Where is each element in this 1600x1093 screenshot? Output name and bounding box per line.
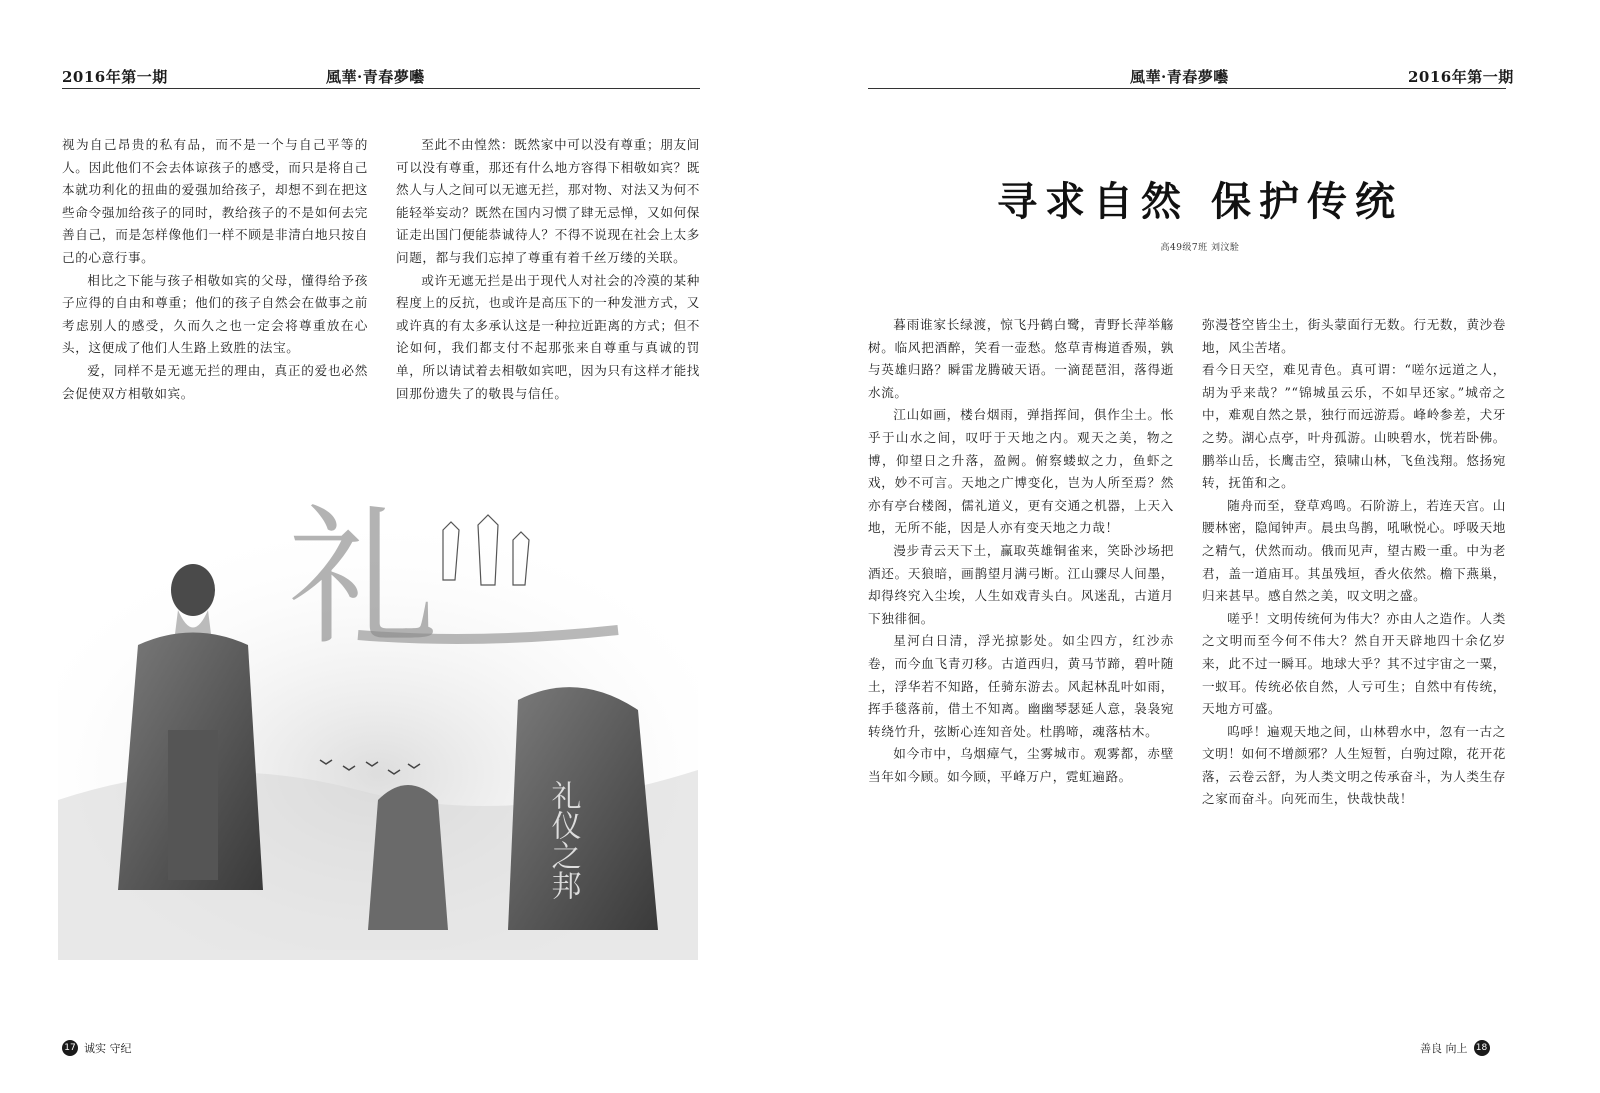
footer-motto: 善良 向上	[1420, 1042, 1468, 1055]
right-page	[860, 0, 1600, 1093]
article-author: 高49级7班 刘汶駩	[1160, 243, 1240, 253]
paragraph: 漫步青云天下土，赢取英雄铜雀来，笑卧沙场把酒还。天狼暗，画鹊望月满弓断。江山骤尽人间墨，却得终究入尘埃，人生如戏青头白。风迷乱，古道月下独徘徊。	[868, 542, 1174, 626]
paragraph: 看今日天空，难见青色。真可谓：“嗟尔远道之人，胡为乎来哉？”“锦城虽云乐，不如早还家。”城帝之中，难观自然之景，独行而远游焉。峰岭参差，犬牙之势。湖心点亭，叶舟孤游。山映碧水，恍若卧佛。鹏举山岳，长鹰击空，猿啸山林，飞鱼浅翔。悠扬宛转，抚笛和之。	[1202, 362, 1506, 491]
stone-inscription: 礼仪之邦	[545, 780, 581, 900]
left-header-issue: 2016年第一期	[62, 68, 168, 86]
left-page	[0, 0, 790, 1093]
paragraph: 随舟而至，登草鸡鸣。石阶游上，若连天宫。山腰林密，隐闻钟声。晨虫鸟鹊，吼啾悦心。呼吸天地之精气，伏然而动。俄而见声，望古殿一重。中为老君，盖一道庙耳。其虽残垣，香火依然。檐下燕巢，归来甚早。感自然之美，叹文明之盛。	[1202, 497, 1506, 604]
left-header-column: 風華·青春夢囈	[326, 68, 425, 86]
paragraph: 嗟乎！文明传统何为伟大？亦由人之造作。人类之文明而至今何不伟大？然自开天辟地四十余亿岁来，此不过一瞬耳。地球大乎？其不过宇宙之一粟，一蚁耳。传统必依自然，人亏可生；自然中有传统，天地方可盛。	[1202, 610, 1506, 717]
left-column-2	[396, 134, 700, 405]
left-header-rule	[62, 88, 700, 89]
right-footer	[1420, 1040, 1490, 1056]
article-title: 寻求自然 保护传统	[997, 178, 1403, 225]
paragraph: 至此不由惶然：既然家中可以没有尊重；朋友间可以没有尊重，那还有什么地方容得下相敬如宾？既然人与人之间可以无遮无拦，那对物、对法又为何不能轻举妄动？既然在国内习惯了肆无忌惮，又如何保证走出国门便能恭诚待人？不得不说现在社会上太多问题，都与我们忘掉了尊重有着千丝万缕的关联。	[396, 137, 700, 265]
right-header-column: 風華·青春夢囈	[1130, 68, 1229, 86]
paragraph: 星河白日清，浮光掠影处。如尘四方，红沙赤卷，而今血飞青刃移。古道西归，黄马节蹄，碧叶随土，浮华若不知路，任骑东游去。风起林乱叶如雨，挥手毯落前，借土不知离。幽幽琴瑟延人意，袅袅宛转绕竹升，弦断心连知音处。杜鹃啼，魂落枯木。	[868, 633, 1174, 739]
paragraph: 弥漫苍空皆尘土，街头蒙面行无数。行无数，黄沙卷地，风尘苦堵。	[1202, 317, 1506, 355]
calligraphy-character: 礼	[288, 492, 439, 666]
paragraph: 暮雨谁家长绿渡，惊飞丹鹤白鹭，青野长萍举觞树。临风把酒醉，笑看一壶愁。悠草青梅道香殒，孰与英雄归路？瞬雷龙腾破天语。一滴琵琶泪，落得逝水流。	[868, 317, 1174, 400]
left-column-1	[62, 134, 368, 405]
paragraph: 视为自己昂贵的私有品，而不是一个与自己平等的人。因此他们不会去体谅孩子的感受，而只是将自己本就功利化的扭曲的爱强加给孩子，却想不到在把这些命令强加给孩子的同时，教给孩子的不是如何去完善自己，而是怎样像他们一样不顾是非清白地只按自己的心意行事。	[62, 137, 368, 265]
paragraph: 如今市中，乌烟瘴气，尘雾城市。观雾都，赤壁当年如今顾。如今顾，平峰万户，霓虹遍路。	[868, 746, 1174, 784]
paragraph: 爱，同样不是无遮无拦的理由，真正的爱也必然会促使双方相敬如宾。	[62, 362, 368, 401]
paragraph: 或许无遮无拦是出于现代人对社会的冷漠的某种程度上的反抗，也或许是高压下的一种发泄方式，又或许真的有太多承认这是一种拉近距离的方式；但不论如何，我们都支付不起那张来自尊重与真诚的罚单，所以请试着去相敬如宾吧，因为只有这样才能找回那份遗失了的敬畏与信任。	[396, 272, 700, 401]
footer-motto: 诚实 守纪	[84, 1042, 132, 1055]
paragraph: 相比之下能与孩子相敬如宾的父母，懂得给予孩子应得的自由和尊重；他们的孩子自然会在做事之前考虑别人的感受，久而久之也一定会将尊重放在心头，这便成了他们人生路上致胜的法宝。	[62, 272, 368, 356]
right-column-1	[868, 314, 1174, 788]
page-number: 18	[1474, 1040, 1490, 1056]
confucius-illustration	[58, 470, 698, 960]
paragraph: 江山如画，楼台烟雨，弹指挥间，俱作尘土。怅乎于山水之间，叹吁于天地之内。观天之美，物之博，仰望日之升落，盈阙。俯察蝼蚁之力，鱼虾之戏，妙不可言。天地之广博变化，岂为人所至焉？然亦有亭台楼阁，儒礼道义，更有交通之机器，上天入地，无所不能，因是人亦有变天地之力哉！	[868, 407, 1174, 536]
page-number: 17	[62, 1040, 78, 1056]
left-footer	[62, 1040, 132, 1056]
right-column-2	[1202, 314, 1506, 811]
right-header-issue: 2016年第一期	[1408, 68, 1514, 86]
right-header-rule	[868, 88, 1506, 89]
paragraph: 呜呼！遍观天地之间，山林碧水中，忽有一古之文明！如何不增颜邪？人生短暂，白驹过隙，花开花落，云卷云舒，为人类文明之传承奋斗，为人类生存之家而奋斗。向死而生，快哉快哉！	[1202, 723, 1506, 807]
